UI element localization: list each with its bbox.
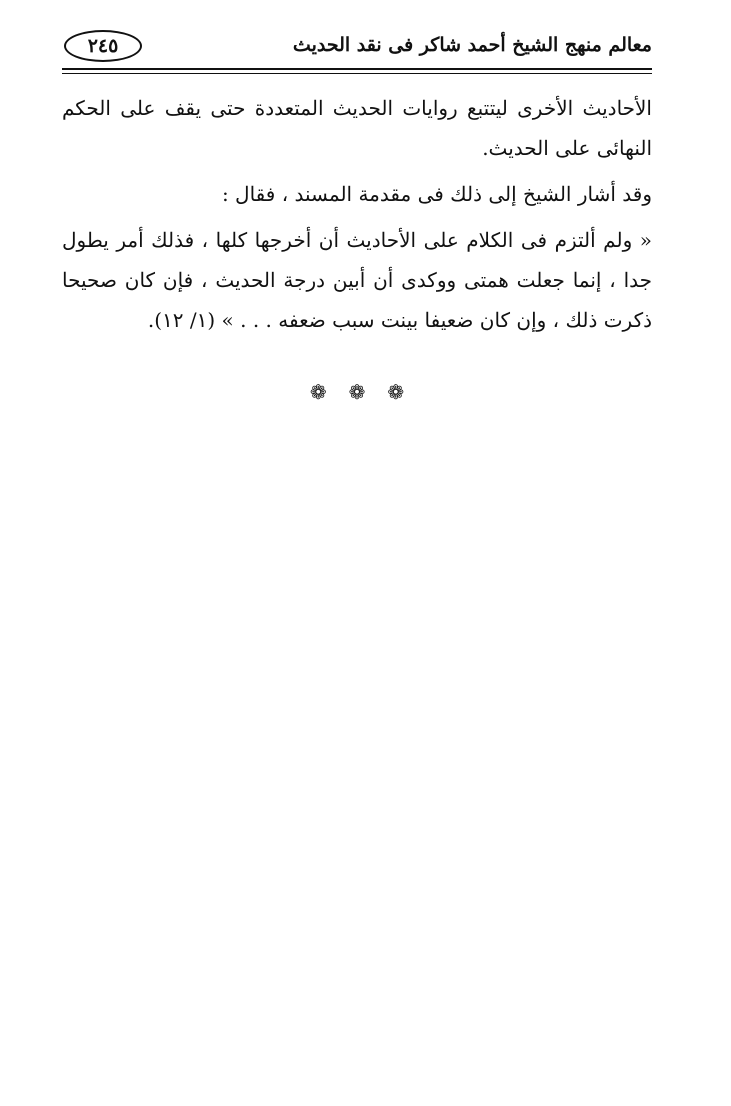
page-number-oval	[64, 30, 142, 62]
body-text	[62, 88, 652, 340]
header-rule-thick	[62, 68, 652, 70]
flower-ornament-icon: ❁	[309, 380, 327, 404]
section-divider	[62, 380, 652, 404]
flower-ornament-icon: ❁	[387, 380, 405, 404]
page-number: ٢٤٥	[87, 35, 119, 57]
page-header	[62, 28, 652, 72]
paragraph-1: الأحاديث الأخرى ليتتبع روايات الحديث المتعددة حتى يقف على الحكم النهائى على الحديث.	[62, 96, 652, 160]
flower-ornament-icon: ❁	[348, 380, 366, 404]
running-title: معالم منهج الشيخ أحمد شاكر فى نقد الحديث	[292, 34, 652, 56]
paragraph-2: وقد أشار الشيخ إلى ذلك فى مقدمة المسند ، فقال :	[221, 182, 652, 206]
header-rule-thin	[62, 73, 652, 74]
paragraph-3-quote: « ولم ألتزم فى الكلام على الأحاديث أن أخرجها كلها ، فذلك أمر يطول جدا ، إنما جعلت همتى ووكدى أن أبين درجة الحديث ، فإن كان صحيحا ذكرت ذلك ، وإن كان ضعيفا بينت سبب ضعفه . . . » (١/ ١٢).	[62, 228, 652, 332]
